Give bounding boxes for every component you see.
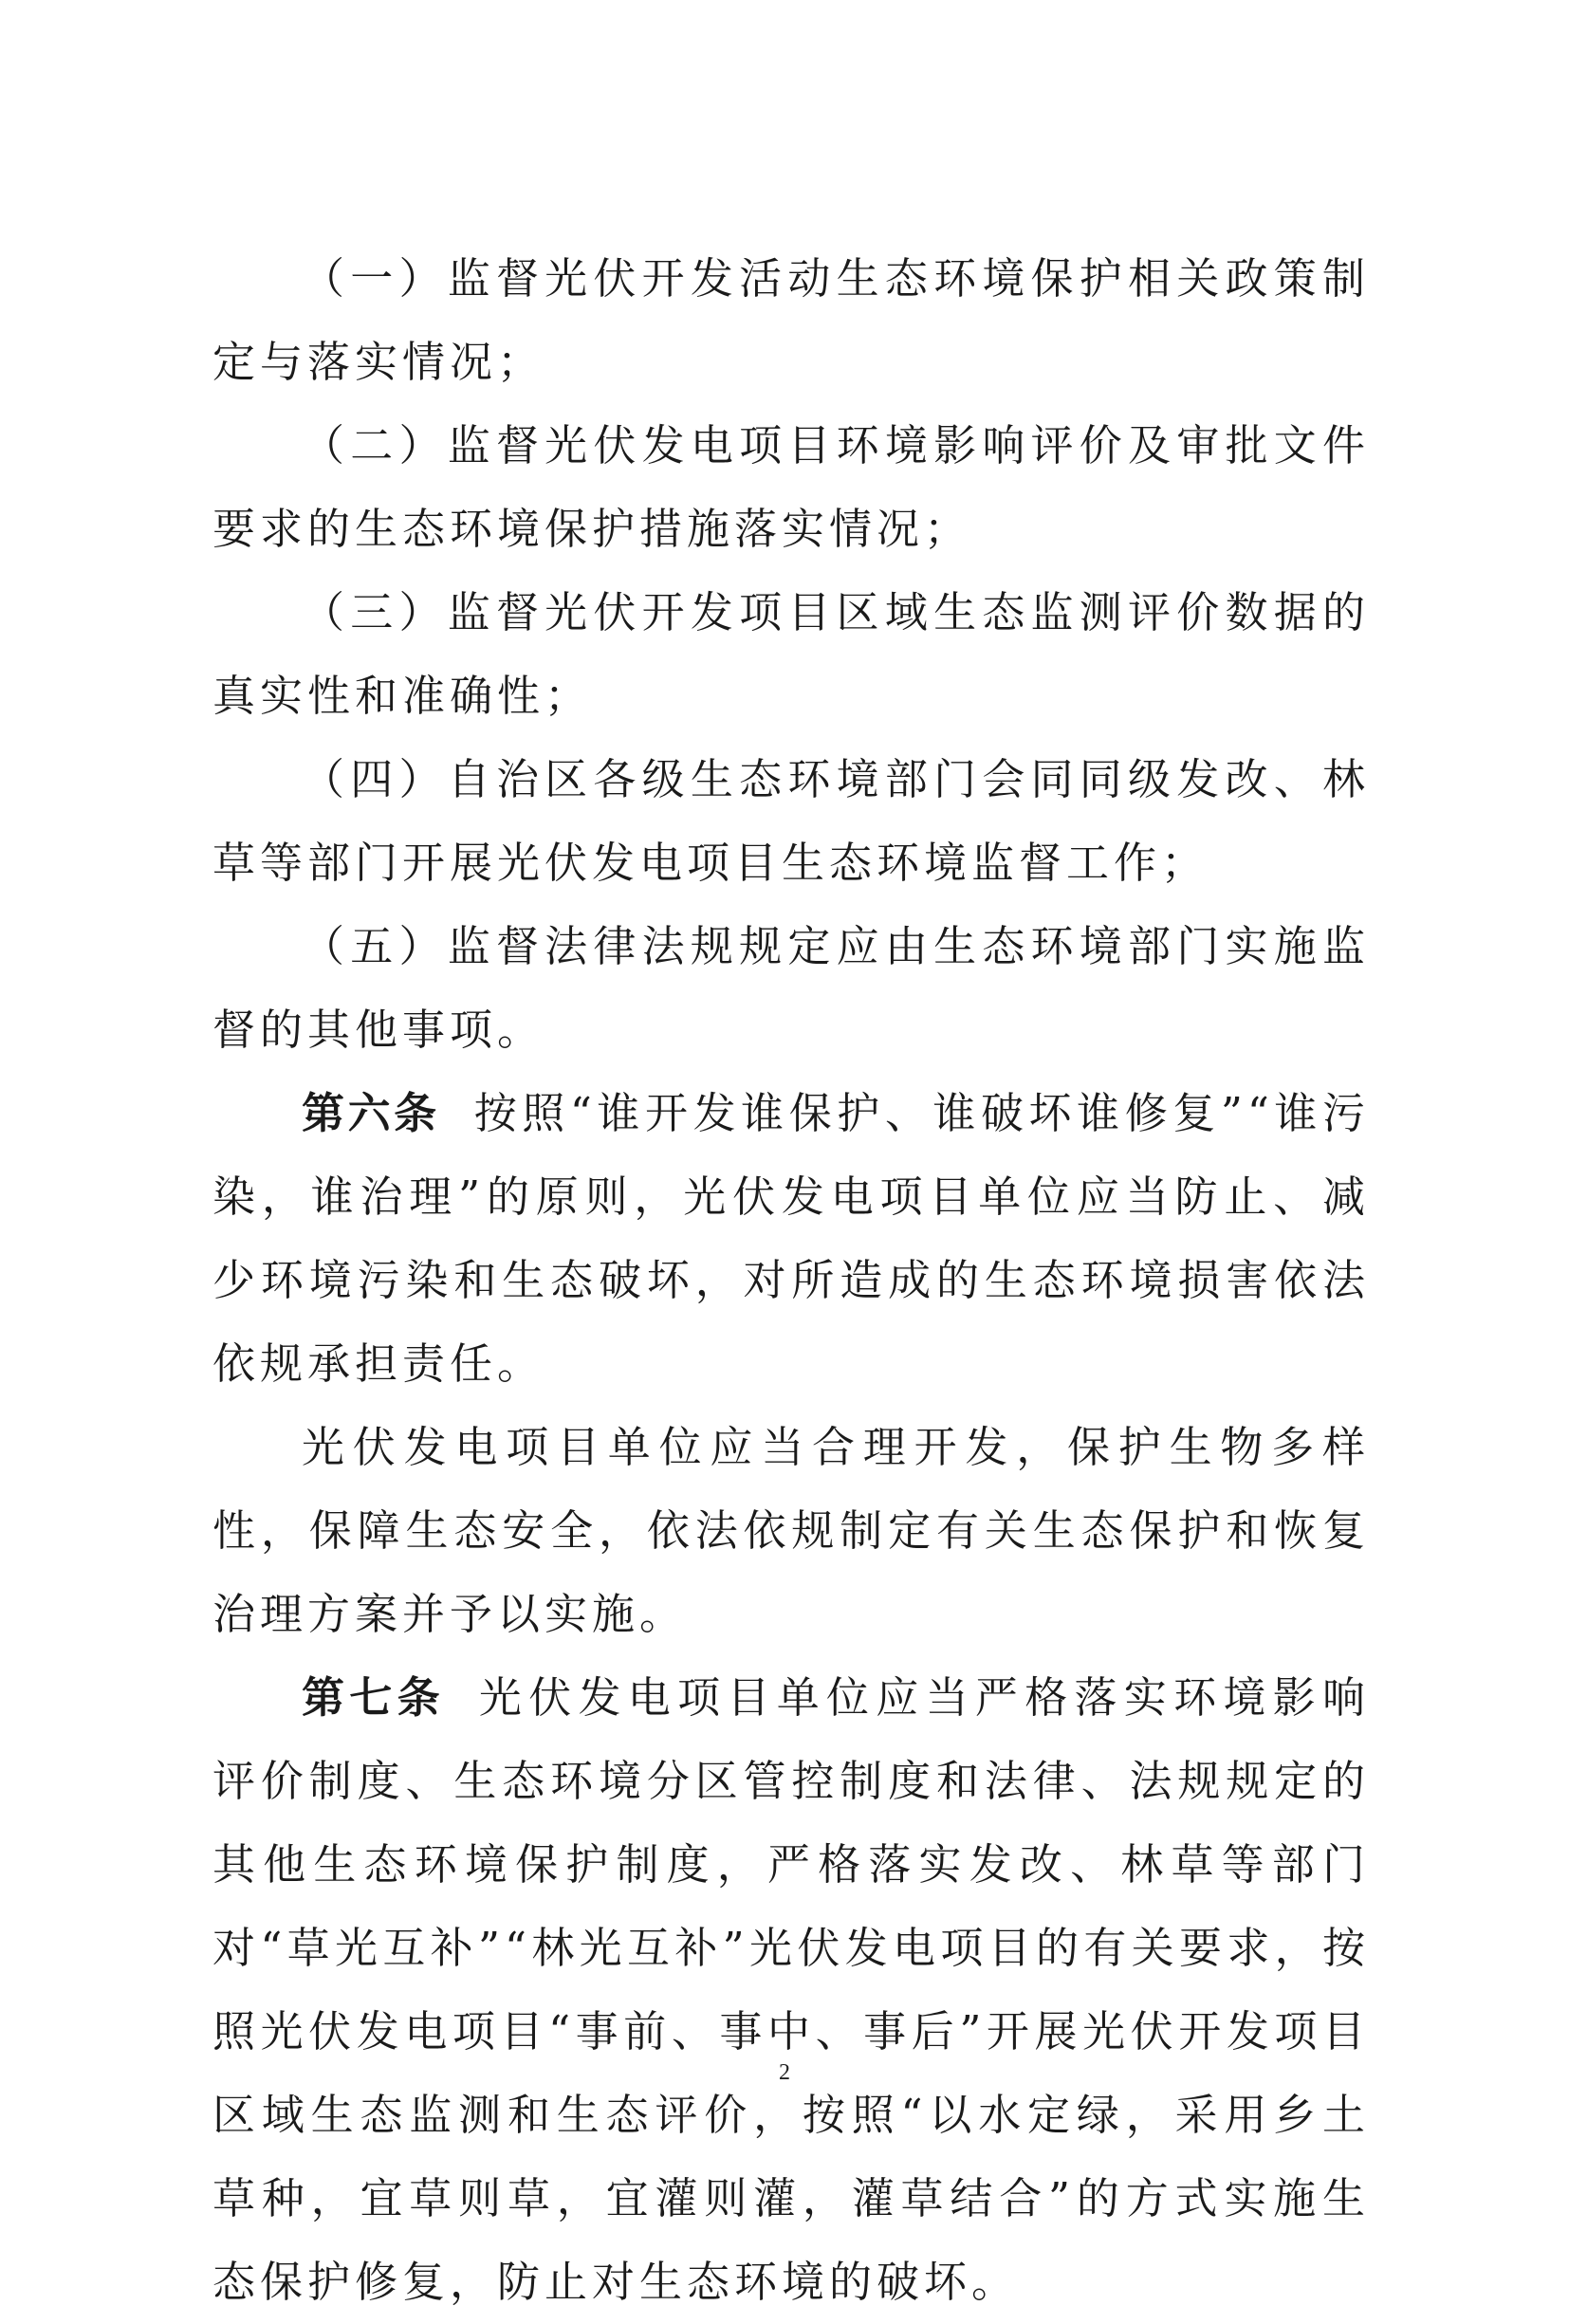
article-heading: 第六条 [302,1088,440,1138]
paragraph-text: （三）监督光伏开发项目区域生态监测评价数据的真实性和准确性； [212,587,1370,721]
paragraph-text: （二）监督光伏发电项目环境影响评价及审批文件要求的生态环境保护措施落实情况； [212,420,1370,554]
page-number: 2 [779,2060,790,2085]
paragraph-item-2 [212,404,1370,571]
article-6 [212,1072,1370,1406]
article-heading: 第七条 [302,1672,445,1723]
article-6-paragraph-2 [212,1406,1370,1656]
paragraph-text: （五）监督法律法规规定应由生态环境部门实施监督的其他事项。 [212,921,1370,1055]
paragraph-text: （一）监督光伏开发活动生态环境保护相关政策制定与落实情况； [212,253,1370,387]
paragraph-text: 光伏发电项目单位应当合理开发，保护生物多样性，保障生态安全，依法依规制定有关生态保护和恢复治理方案并予以实施。 [212,1422,1370,1639]
article-text: 光伏发电项目单位应当严格落实环境影响评价制度、生态环境分区管控制度和法律、法规规定的其他生态环境保护制度，严格落实发改、林草等部门对“草光互补”“林光互补”光伏发电项目的有关要求，按照光伏发电项目“事前、事中、事后”开展光伏开发项目区域生态监测和生态评价，按照“以水定绿，采用乡土草种，宜草则草，宜灌则灌，灌草结合”的方式实施生态保护修复，防止对生态环境的破坏。 [212,1672,1370,2307]
paragraph-item-4 [212,738,1370,905]
article-text: 按照“谁开发谁保护、谁破坏谁修复”“谁污染，谁治理”的原则，光伏发电项目单位应当防止、减少环境污染和生态破坏，对所造成的生态环境损害依法依规承担责任。 [212,1088,1370,1389]
paragraph-item-1 [212,237,1370,404]
paragraph-text: （四）自治区各级生态环境部门会同同级发改、林草等部门开展光伏发电项目生态环境监督工作； [212,754,1370,888]
article-7 [212,1656,1370,2324]
paragraph-item-5 [212,905,1370,1072]
document-body [212,237,1370,2324]
paragraph-item-3 [212,571,1370,738]
